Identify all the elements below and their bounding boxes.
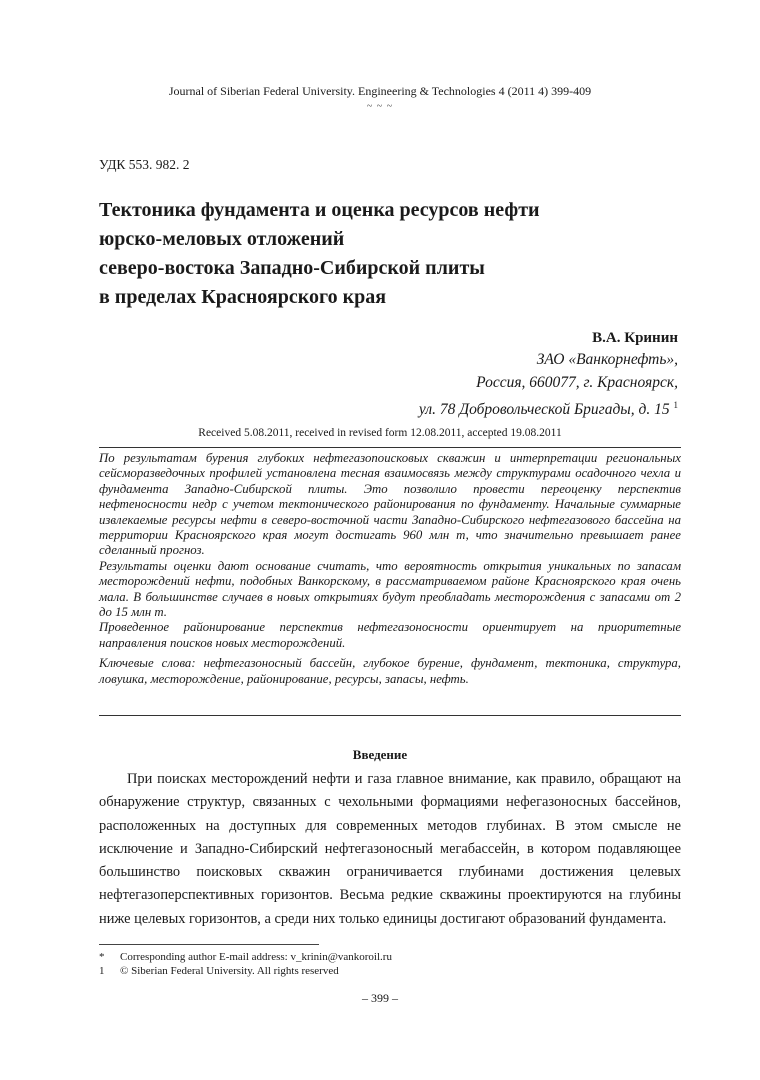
- affiliation-line: Россия, 660077, г. Красноярск,: [476, 373, 678, 391]
- abstract: [99, 451, 681, 687]
- affiliation-line: [419, 394, 678, 422]
- section-heading: Введение: [352, 747, 408, 762]
- body-text: [99, 768, 681, 931]
- title-line: Тектоника фундамента и оценка ресурсов нефти: [99, 199, 540, 221]
- abstract-bottom-rule: [99, 715, 681, 716]
- footnote-mark: *: [99, 951, 105, 963]
- title-line: северо-востока Западно-Сибирской плиты: [99, 257, 485, 279]
- affiliation-footnote-mark: 1: [673, 400, 678, 410]
- article-title: [99, 196, 659, 312]
- abstract-paragraph: По результатам бурения глубоких нефтегазопоисковых скважин и интерпретации региональных сейсморазведочных профилей установлена тесная взаимосвязь между структурами осадочного чехла и фундамента Западно-Сибирской плиты. Это позволило провести переоценку перспектив нефтеносности недр с учетом тектонического районирования по фундаменту. Начальные суммарные извлекаемые ресурсы нефти в северо-восточной части Западно-Сибирского нефтегазового бассейна на территории Красноярского края могут достигать 960 млн т, что значительно превышает ранее сделанный прогноз.: [99, 451, 681, 558]
- journal-header: Journal of Siberian Federal University. Engineering & Technologies 4 (2011 4) 399-409: [168, 84, 592, 98]
- footnote-text: Corresponding author E-mail address: v_krinin@vankoroil.ru: [120, 951, 392, 963]
- affiliation-address: ул. 78 Добровольческой Бригады, д. 15: [418, 401, 670, 419]
- footnote-copyright: [99, 965, 339, 977]
- page-number: – 399 –: [362, 991, 398, 1005]
- udk-code: УДК 553. 982. 2: [99, 157, 190, 172]
- footnote-rule: [99, 944, 319, 945]
- author-affiliation: [419, 349, 678, 422]
- author-name: В.А. Кринин: [592, 330, 678, 346]
- received-dates: Received 5.08.2011, received in revised form 12.08.2011, accepted 19.08.2011: [198, 427, 562, 439]
- header-ornament: ~ ~ ~: [366, 101, 394, 112]
- footnote-text: © Siberian Federal University. All rights reserved: [120, 965, 339, 977]
- title-line: юрско-меловых отложений: [99, 228, 345, 250]
- keywords: Ключевые слова: нефтегазоносный бассейн, глубокое бурение, фундамент, тектоника, структура, ловушка, месторождение, районирование, ресурсы, запасы, нефть.: [99, 656, 681, 686]
- abstract-top-rule: [99, 447, 681, 448]
- footnote-mark: 1: [99, 965, 105, 977]
- body-paragraph: При поисках месторождений нефти и газа главное внимание, как правило, обращают на обнаружение структур, связанных с чехольными формациями нефегазоносных бассейнов, расположенных на доступных для современных методов глубинах. В этом смысле не исключение и Западно-Сибирский нефтегазоносный мегабассейн, в котором подавляющее большинство поисковых скважин ограничивается глубинами достижения целевых нефтегазоперспективных горизонтов. Весьма редкие скважины проектируются на глубины ниже целевых горизонтов, а среди них только единицы достигают образований фундамента.: [99, 771, 681, 927]
- abstract-paragraph: Проведенное районирование перспектив нефтегазоносности ориентирует на приоритетные направления поисков новых месторождений.: [99, 620, 681, 650]
- title-line: в пределах Красноярского края: [99, 286, 387, 308]
- footnote-corresponding: [99, 951, 392, 963]
- abstract-paragraph: Результаты оценки дают основание считать, что вероятность открытия уникальных по запасам месторождений нефти, подобных Ванкорскому, в рассматриваемом районе Красноярского края очень мала. В большинстве случаев в новых открытиях будут преобладать месторождения с запасами от 2 до 15 млн т.: [99, 558, 681, 620]
- affiliation-line: ЗАО «Ванкорнефть»,: [536, 351, 678, 368]
